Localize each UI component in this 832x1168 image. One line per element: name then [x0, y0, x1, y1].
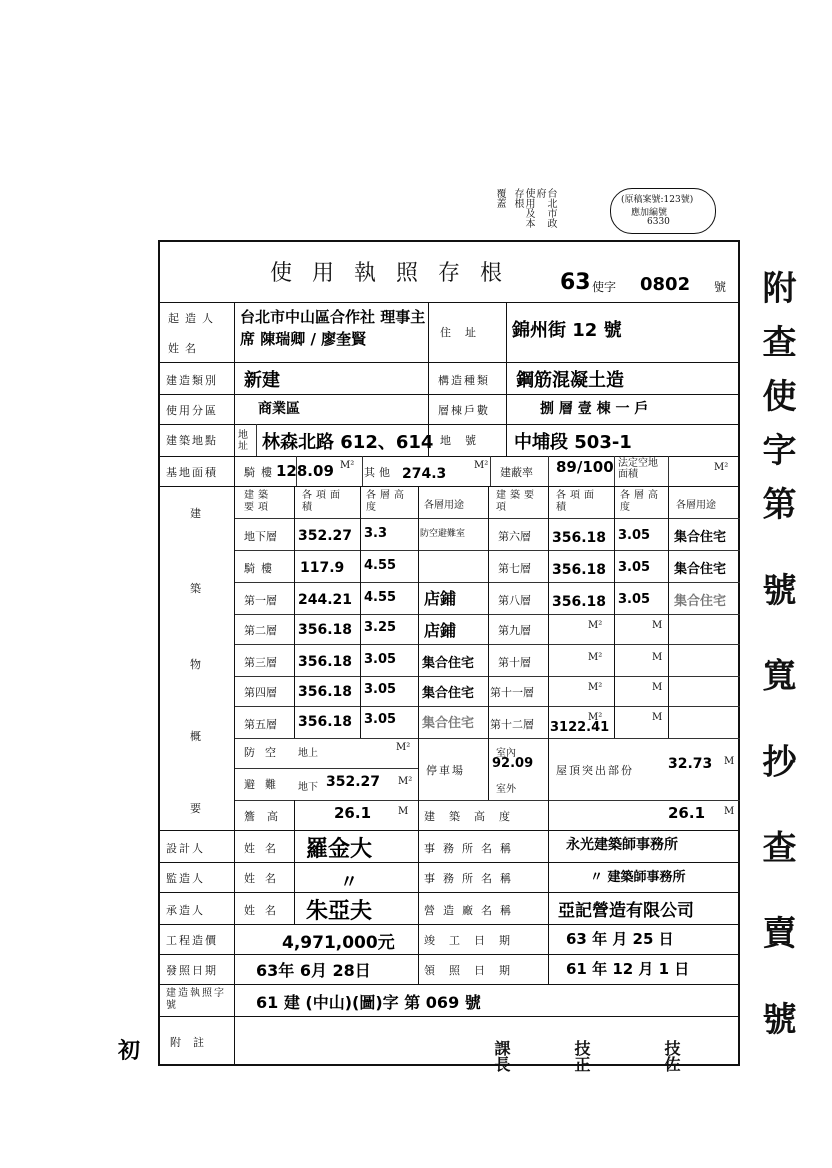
shelter-above: 地上: [298, 748, 318, 759]
supervisor-name: 〃: [340, 872, 358, 893]
remark-label: 附註: [170, 1036, 216, 1049]
rule: [506, 302, 507, 394]
header-area-right: 各項面積: [556, 490, 598, 513]
permit-number: 0802: [640, 274, 691, 295]
floor-name: 第八層: [498, 594, 531, 607]
floor-use: 集合住宅: [674, 594, 727, 609]
designer-name-label: 姓名: [244, 842, 286, 855]
floor-height: 3.25: [364, 620, 397, 635]
floor-use: 集合住宅: [422, 686, 475, 701]
issue-date-value: 63年 6月 28日: [256, 961, 371, 980]
designer-label: 設計人: [166, 842, 205, 855]
rule: [418, 800, 419, 830]
floor-name: 第七層: [498, 562, 531, 575]
floor-name: 第二層: [244, 624, 277, 637]
site-value: 林森北路 612、614: [262, 432, 434, 453]
unit-m2: M²: [588, 712, 603, 723]
contractor-name: 朱亞夫: [306, 899, 373, 924]
building-height-unit: M: [724, 806, 735, 817]
rule: [668, 486, 669, 738]
floor-area: 356.18: [552, 594, 607, 610]
floor-area: 356.18: [298, 684, 353, 700]
rule: [362, 456, 363, 486]
site-label: 建築地點: [166, 434, 218, 447]
rule: [158, 954, 740, 955]
floor-name: 第一層: [244, 594, 277, 607]
floor-height: 4.55: [364, 590, 397, 605]
building-side-char-4: 概: [190, 730, 207, 743]
rule: [234, 582, 740, 583]
zone-label: 使用分區: [166, 404, 218, 417]
designer-office: 永光建築師事務所: [566, 837, 678, 853]
rule: [294, 830, 295, 924]
other-label: 其他: [364, 466, 394, 479]
rule: [158, 830, 740, 831]
rule: [506, 394, 507, 456]
floor-height: 3.05: [618, 560, 651, 575]
legal-space-unit: M²: [714, 462, 729, 473]
other-unit: M²: [474, 460, 489, 471]
floor-use: 店鋪: [424, 589, 457, 608]
rule: [234, 644, 740, 645]
floor-area: 356.18: [298, 714, 353, 730]
floor-height: 3.05: [364, 652, 397, 667]
site-address-sublabel: 地址: [238, 430, 248, 452]
legal-space-label: 法定空地面積: [618, 458, 658, 480]
floor-area: 356.18: [298, 622, 353, 638]
floor-name: 第三層: [244, 656, 277, 669]
address-label: 住址: [440, 326, 490, 339]
contractor-firm: 亞記營造有限公司: [558, 901, 694, 921]
shelter-below: 地下: [298, 782, 318, 793]
address-value: 錦州街 12 號: [512, 320, 622, 341]
rule: [548, 800, 549, 830]
structure-label: 構造種類: [438, 374, 490, 387]
unit-m: M: [652, 712, 663, 723]
floor-name: 第四層: [244, 686, 277, 699]
shelter-label-2: 避難: [244, 778, 286, 791]
rule: [158, 984, 740, 985]
floor-use: 集合住宅: [422, 716, 475, 731]
floor-height: 4.55: [364, 558, 397, 573]
rule: [158, 924, 740, 925]
arcade-label: 騎樓: [244, 466, 278, 479]
floors-value: 捌 層 壹 棟 一 戶: [540, 401, 649, 417]
rule: [548, 738, 549, 800]
rule: [418, 830, 419, 954]
floor-height: 3.05: [618, 528, 651, 543]
floor-area: 356.18: [552, 562, 607, 578]
floor-area: 3122.41: [550, 720, 610, 735]
contractor-firm-label: 營造廠名稱: [424, 904, 519, 917]
building-permit-value: 61 建 (中山)(圖)字 第 069 號: [256, 993, 481, 1012]
stamp-col-2: 使用及本存根: [512, 188, 534, 228]
unit-m: M: [652, 620, 663, 631]
floor-name: 第十層: [498, 656, 531, 669]
floor-use: 防空避難室: [420, 529, 466, 539]
rule: [158, 1016, 740, 1017]
header-height-right: 各層高度: [620, 490, 662, 513]
unit-m: M: [652, 652, 663, 663]
eaves-value: 26.1: [334, 804, 372, 822]
shelter-below-unit: M²: [398, 776, 413, 787]
floor-height: 3.05: [364, 682, 397, 697]
floor-name: 第十一層: [490, 686, 534, 699]
floor-name: 地下層: [244, 530, 277, 543]
eaves-unit: M: [398, 806, 409, 817]
stamp-col-1: 覆蓋: [494, 188, 505, 208]
rule: [158, 456, 740, 457]
arcade-value: 128.09: [276, 462, 334, 480]
parking-label: 停車場: [426, 764, 465, 777]
building-side-char-3: 物: [190, 658, 207, 671]
shelter-label-1: 防空: [244, 746, 286, 759]
rule: [234, 706, 740, 707]
floor-name: 第六層: [498, 530, 531, 543]
header-item-right: 建築要項: [496, 490, 538, 513]
rule: [158, 394, 740, 395]
arcade-unit: M²: [340, 460, 355, 471]
completion-label: 竣工日期: [424, 934, 524, 947]
shelter-below-value: 352.27: [326, 774, 381, 790]
building-height-label: 建築高度: [424, 810, 524, 823]
stamp-technical-assistant: 技佐: [662, 1040, 681, 1072]
stamp-technical-officer: 技正: [572, 1040, 591, 1072]
rule: [234, 676, 740, 677]
rule: [234, 768, 418, 769]
floor-name: 第十二層: [490, 718, 534, 731]
unit-m2: M²: [588, 682, 603, 693]
receive-date-value: 61 年 12 月 1 日: [566, 960, 690, 978]
unit-m2: M²: [588, 620, 603, 631]
supervisor-label: 監造人: [166, 872, 205, 885]
floor-height: 3.05: [618, 592, 651, 607]
designer-name: 羅金大: [306, 837, 373, 862]
stamp-col-3: 台北市政府: [534, 188, 556, 228]
floor-area: 356.18: [298, 654, 353, 670]
rule: [158, 862, 740, 863]
rule: [234, 518, 740, 519]
builder-name-label: 姓名: [168, 342, 202, 355]
rule: [234, 302, 235, 1066]
coverage-label: 建蔽率: [500, 466, 533, 479]
rule: [234, 738, 740, 739]
rule: [158, 302, 740, 303]
floor-use: 集合住宅: [674, 530, 727, 545]
header-item-left: 建築要項: [244, 490, 272, 513]
rule: [294, 800, 295, 830]
header-use-right: 各層用途: [676, 500, 716, 511]
eaves-label: 簷高: [244, 810, 290, 823]
rule: [158, 486, 740, 487]
floor-height: 3.3: [364, 526, 388, 541]
stamp-oval-text-3: 6330: [647, 217, 670, 227]
completion-value: 63 年 月 25 日: [566, 930, 674, 948]
rule: [234, 550, 740, 551]
cost-value: 4,971,000元: [282, 933, 395, 953]
rule: [428, 302, 429, 394]
shelter-above-unit: M²: [396, 742, 411, 753]
rule: [256, 424, 257, 456]
floor-area: 356.18: [552, 530, 607, 546]
contractor-name-label: 姓名: [244, 904, 286, 917]
floor-use: 集合住宅: [422, 656, 475, 671]
supervisor-name-label: 姓名: [244, 872, 286, 885]
other-value: 274.3: [402, 466, 447, 482]
roof-unit: M: [724, 756, 735, 767]
floor-area: 352.27: [298, 528, 353, 544]
building-side-char-2: 築: [190, 582, 207, 595]
category-label: 建造類別: [166, 374, 218, 387]
zone-value: 商業區: [258, 401, 300, 417]
floor-use: 集合住宅: [674, 562, 727, 577]
rule: [294, 486, 295, 738]
rule: [418, 954, 419, 984]
unit-m2: M²: [588, 652, 603, 663]
lot-value: 中埔段 503-1: [514, 432, 632, 453]
permit-year: 63: [560, 270, 591, 295]
cost-label: 工程造價: [166, 934, 218, 947]
stamp-oval: [610, 188, 716, 234]
area-label: 基地面積: [166, 466, 218, 479]
supervisor-office-label: 事務所名稱: [424, 872, 519, 885]
top-approval-stamp: [490, 188, 726, 236]
rule: [158, 424, 740, 425]
header-height-left: 各層高度: [366, 490, 408, 513]
coverage-value: 89/100: [556, 458, 614, 476]
floor-height: 3.05: [364, 712, 397, 727]
parking-value: 92.09: [492, 756, 534, 771]
stamp-section-chief: 課長: [492, 1040, 511, 1072]
lot-label: 地號: [440, 434, 490, 447]
roof-label: 屋頂突出部份: [556, 764, 634, 777]
structure-value: 鋼筋混凝土造: [516, 370, 624, 391]
rule: [668, 456, 669, 486]
floor-name: 第五層: [244, 718, 277, 731]
floor-use: 店鋪: [424, 621, 457, 640]
permit-suffix: 號: [714, 280, 727, 294]
unit-m: M: [652, 682, 663, 693]
builder-value: 台北市中山區合作社 理事主席 陳瑞卿 / 廖奎賢: [240, 308, 426, 348]
rule: [614, 486, 615, 738]
rule: [548, 456, 549, 486]
building-side-char-5: 要: [190, 802, 207, 815]
building-height-value: 26.1: [668, 804, 706, 822]
left-margin-mark: 初: [118, 1038, 141, 1064]
rule: [548, 486, 549, 738]
contractor-label: 承造人: [166, 904, 205, 917]
parking-outdoor: 室外: [496, 784, 516, 795]
rule: [488, 486, 489, 800]
rule: [158, 892, 740, 893]
building-side-char-1: 建: [190, 507, 207, 520]
designer-office-label: 事務所名稱: [424, 842, 519, 855]
rule: [548, 830, 549, 954]
builder-label: 起造人: [168, 312, 219, 325]
floors-label: 層棟戶數: [438, 404, 490, 417]
rule: [360, 486, 361, 738]
header-area-left: 各項面積: [302, 490, 344, 513]
rule: [234, 614, 740, 615]
receive-date-label: 領照日期: [424, 964, 524, 977]
stamp-oval-text-1: (原稿案號:123號): [621, 195, 694, 205]
page-title: 使用執照存根: [270, 261, 523, 286]
parking-indoor: 室內: [496, 748, 516, 759]
floor-area: 117.9: [300, 560, 345, 576]
right-margin-handwriting: 附查使字第 號 寬 抄 查 賣 號: [756, 270, 796, 1056]
category-value: 新建: [244, 370, 280, 391]
floor-name: 第九層: [498, 624, 531, 637]
rule: [614, 456, 615, 486]
roof-value: 32.73: [668, 756, 713, 772]
rule: [490, 456, 491, 486]
stamp-oval-text-2: 應加編號: [631, 208, 668, 218]
rule: [548, 954, 549, 984]
rule: [418, 486, 419, 800]
rule: [158, 362, 740, 363]
header-use-left: 各層用途: [424, 500, 464, 511]
issue-date-label: 發照日期: [166, 964, 218, 977]
supervisor-office: 〃 建築師事務所: [590, 870, 686, 885]
permit-char: 使字: [592, 280, 617, 294]
floor-area: 244.21: [298, 592, 353, 608]
floor-name: 騎樓: [244, 562, 278, 575]
building-permit-label: 建造執照字號: [166, 988, 226, 1011]
rule: [234, 800, 740, 801]
